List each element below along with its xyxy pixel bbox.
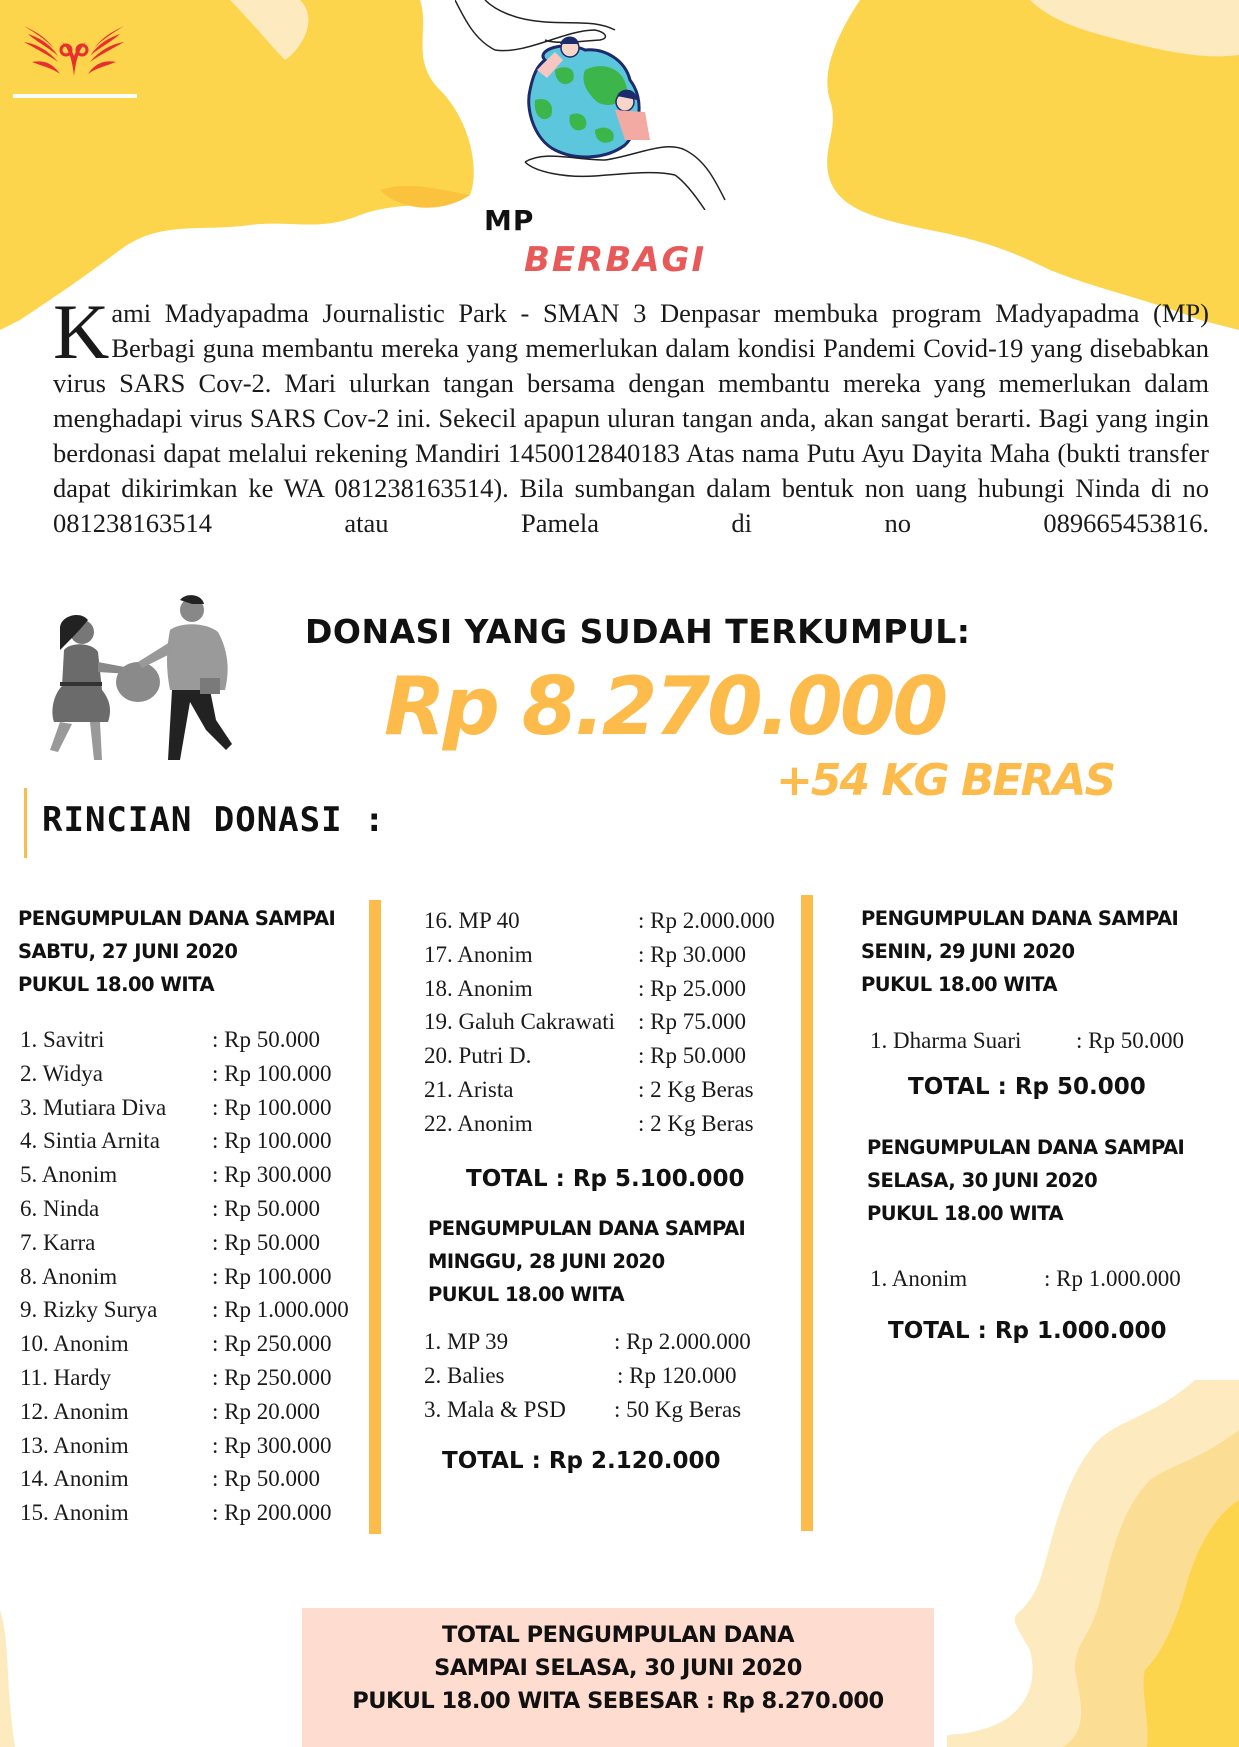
intro-text: ami Madyapadma Journalistic Park - SMAN 3 Denpasar membuka program Madyapadma (MP) Berbagi guna membantu mereka yang memerlukan dalam kondisi Pandemi Covid-19 yang disebabkan virus SARS Cov-2. Mari ulurkan tangan bersama dengan membantu mereka yang memerlukan dalam menghadapi virus SARS Cov-2 ini. Sekecil apapun uluran tangan anda, akan sangat berarti. Bagi yang ingin berdonasi dapat melalui rekening Mandiri 1450012840183 Atas nama Putu Ayu Dayita Maha (bukti transfer dapat dikirimkan ke WA 081238163514). Bila sumbangan dalam bentuk non uang hubungi Ninda di no 081238163514 atau Pamela di no 089665453816. — [53, 298, 1209, 538]
donation-heading: DONASI YANG SUDAH TERKUMPUL: — [305, 612, 971, 651]
section-heading-senin: PENGUMPULAN DANA SAMPAI SENIN, 29 JUNI 2020 PUKUL 18.00 WITA — [861, 907, 1179, 996]
list-item: 15. Anonim : Rp 200.000 — [20, 1500, 332, 1526]
list-item: 1. MP 39 : Rp 2.000.000 — [424, 1329, 751, 1354]
list-item: 16. MP 40 : Rp 2.000.000 — [424, 908, 775, 933]
intro-paragraph — [53, 288, 1209, 541]
donation-list-minggu — [424, 1325, 804, 1426]
list-item: 22. Anonim : 2 Kg Beras — [424, 1110, 754, 1136]
list-item: 3. Mutiara Diva : Rp 100.000 — [20, 1094, 332, 1120]
list-item: 12. Anonim : Rp 20.000 — [20, 1398, 320, 1424]
rincian-title: RINCIAN DONASI : — [42, 800, 386, 840]
logo-underline — [13, 94, 137, 98]
donation-rice-extra: +54 KG BERAS — [776, 755, 1115, 806]
section-total-sabtu: TOTAL : Rp 5.100.000 — [466, 1166, 745, 1192]
phoenix-logo-icon — [22, 22, 126, 80]
list-item: 1. Dharma Suari : Rp 50.000 — [870, 1028, 1184, 1053]
list-item: 6. Ninda : Rp 50.000 — [20, 1195, 320, 1221]
section-heading-selasa: PENGUMPULAN DANA SAMPAI SELASA, 30 JUNI 2020 PUKUL 18.00 WITA — [867, 1136, 1185, 1225]
list-item: 1. Savitri : Rp 50.000 — [20, 1027, 320, 1052]
title-mp: MP — [484, 204, 535, 237]
section-total-selasa: TOTAL : Rp 1.000.000 — [888, 1318, 1167, 1344]
rincian-accent-bar — [24, 788, 27, 858]
list-item: 17. Anonim : Rp 30.000 — [424, 941, 746, 967]
section-total-senin: TOTAL : Rp 50.000 — [908, 1074, 1146, 1100]
list-item: 1. Anonim : Rp 1.000.000 — [870, 1266, 1181, 1291]
donation-list-sabtu-part2 — [424, 904, 804, 1141]
section-heading-sabtu: PENGUMPULAN DANA SAMPAI SABTU, 27 JUNI 2020 PUKUL 18.00 WITA — [18, 907, 336, 996]
list-item: 5. Anonim : Rp 300.000 — [20, 1162, 332, 1188]
section-total-minggu: TOTAL : Rp 2.120.000 — [442, 1448, 721, 1474]
list-item: 9. Rizky Surya : Rp 1.000.000 — [20, 1297, 349, 1323]
list-item: 11. Hardy : Rp 250.000 — [20, 1364, 332, 1390]
summary-total: TOTAL PENGUMPULAN DANA SAMPAI SELASA, 30 JUNI 2020 PUKUL 18.00 WITA SEBESAR : Rp 8.270.000 — [352, 1622, 884, 1714]
list-item: 8. Anonim : Rp 100.000 — [20, 1263, 332, 1289]
donation-list-senin — [870, 1024, 1230, 1058]
hands-holding-globe-illustration — [455, 0, 745, 210]
list-item: 20. Putri D. : Rp 50.000 — [424, 1043, 746, 1069]
list-item: 10. Anonim : Rp 250.000 — [20, 1331, 332, 1357]
people-sharing-bag-illustration — [20, 590, 240, 770]
intro-dropcap: K — [53, 288, 110, 375]
title-berbagi: BERBAGI — [524, 240, 707, 280]
list-item: 18. Anonim : Rp 25.000 — [424, 975, 746, 1001]
list-item: 3. Mala & PSD : 50 Kg Beras — [424, 1396, 742, 1422]
donation-list-sabtu-part1 — [20, 1023, 370, 1530]
list-item: 2. Widya : Rp 100.000 — [20, 1060, 332, 1086]
bottom-left-wave — [0, 1610, 15, 1747]
donation-list-selasa — [870, 1262, 1230, 1296]
list-item: 14. Anonim : Rp 50.000 — [20, 1466, 320, 1492]
list-item: 19. Galuh Cakrawati : Rp 75.000 — [424, 1009, 746, 1035]
column-divider-1 — [369, 900, 381, 1534]
list-item: 2. Balies : Rp 120.000 — [424, 1362, 737, 1388]
list-item: 7. Karra : Rp 50.000 — [20, 1229, 320, 1255]
list-item: 4. Sintia Arnita : Rp 100.000 — [20, 1128, 332, 1154]
list-item: 21. Arista : 2 Kg Beras — [424, 1076, 754, 1102]
section-heading-minggu: PENGUMPULAN DANA SAMPAI MINGGU, 28 JUNI 2020 PUKUL 18.00 WITA — [428, 1217, 746, 1306]
donation-amount: Rp 8.270.000 — [384, 660, 946, 753]
list-item: 13. Anonim : Rp 300.000 — [20, 1432, 332, 1458]
